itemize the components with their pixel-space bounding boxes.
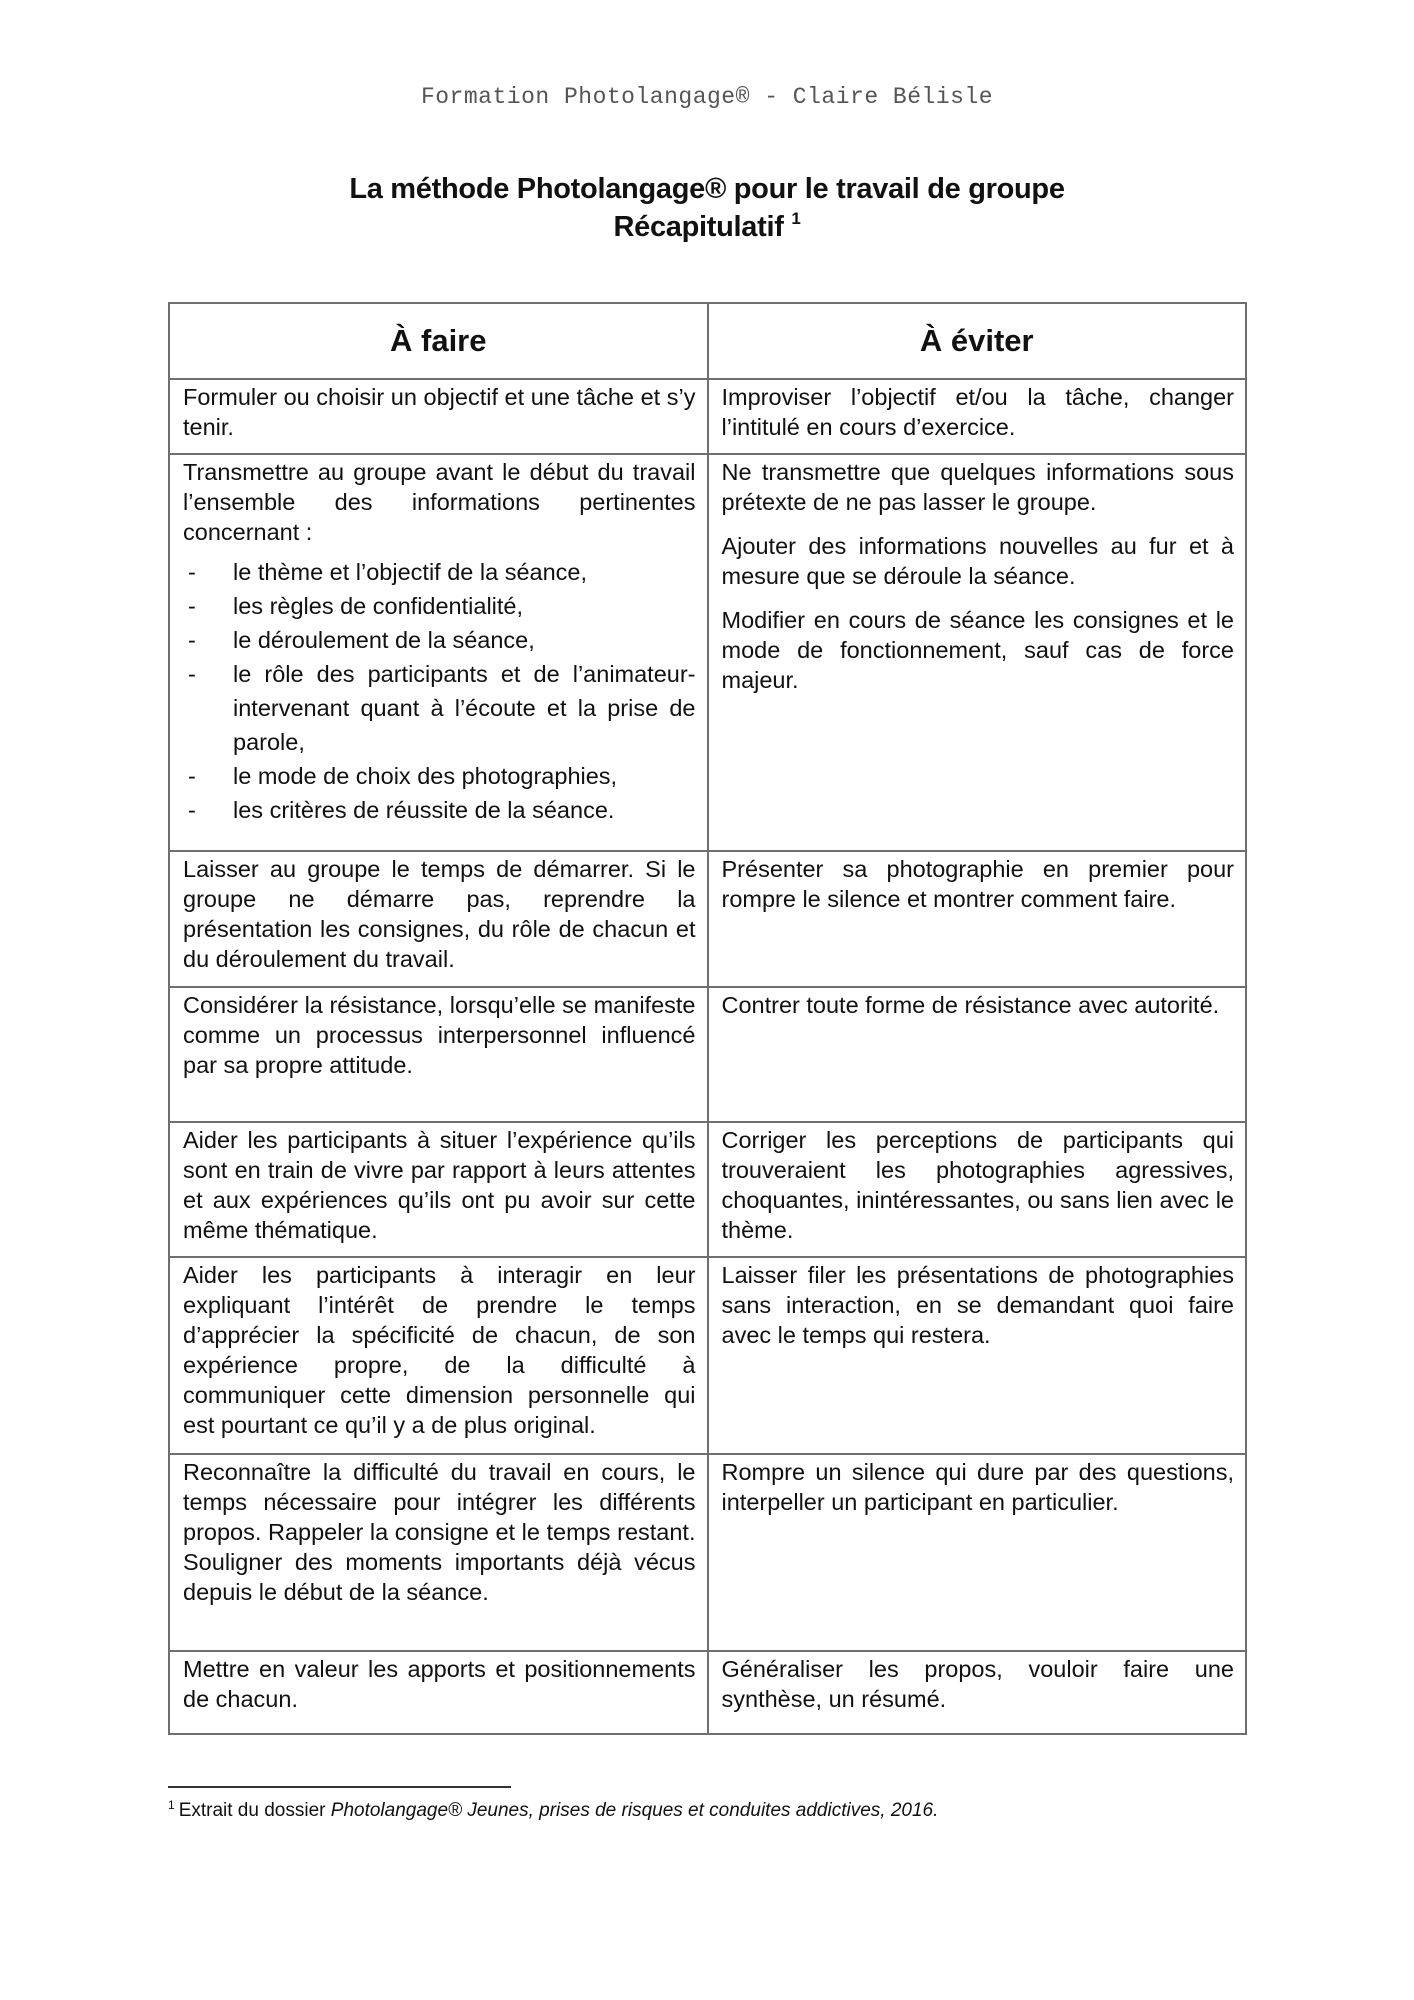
cell-do xyxy=(169,987,708,1122)
dash-bullet-icon: - xyxy=(188,627,196,653)
cell-paragraph: Mettre en valeur les apports et positionnements de chacun. xyxy=(183,1656,696,1712)
cell-avoid xyxy=(708,379,1247,454)
cell-paragraph: Transmettre au groupe avant le début du travail l’ensemble des informations pertinentes concernant : xyxy=(183,459,696,545)
cell-paragraph: Considérer la résistance, lorsqu’elle se manifeste comme un processus interpersonnel influencé par sa propre attitude. xyxy=(183,992,696,1078)
list-item-text: le thème et l’objectif de la séance, xyxy=(233,559,588,585)
cell-do xyxy=(169,1122,708,1257)
table-row xyxy=(169,1122,1246,1257)
footnote-reference[interactable]: 1 xyxy=(791,209,801,228)
table-row xyxy=(169,379,1246,454)
list-item xyxy=(183,793,696,827)
footnote-separator xyxy=(168,1786,511,1788)
cell-avoid xyxy=(708,454,1247,851)
column-header-do: À faire xyxy=(169,303,708,379)
list-item xyxy=(183,759,696,793)
table-row xyxy=(169,454,1246,851)
cell-do xyxy=(169,1651,708,1734)
cell-paragraph: Corriger les perceptions de participants qui trouveraient les photographies agressives, choquantes, inintéressantes, ou sans lien avec le thème. xyxy=(721,1127,1234,1243)
cell-paragraph: Improviser l’objectif et/ou la tâche, changer l’intitulé en cours d’exercice. xyxy=(721,384,1234,440)
cell-do xyxy=(169,851,708,987)
footnote-prefix: Extrait du dossier xyxy=(178,1800,331,1821)
cell-paragraph: Ne transmettre que quelques informations sous prétexte de ne pas lasser le groupe. xyxy=(721,459,1234,515)
cell-avoid xyxy=(708,1257,1247,1454)
dash-bullet-icon: - xyxy=(188,593,196,619)
dash-bullet-icon: - xyxy=(188,661,196,687)
cell-avoid xyxy=(708,1651,1247,1734)
list-item xyxy=(183,623,696,657)
dash-bullet-icon: - xyxy=(188,797,196,823)
title-subtitle: Récapitulatif xyxy=(613,211,784,243)
information-list xyxy=(183,555,696,827)
dash-bullet-icon: - xyxy=(188,763,196,789)
cell-paragraph: Présenter sa photographie en premier pour rompre le silence et montrer comment faire. xyxy=(721,856,1234,912)
cell-paragraph: Formuler ou choisir un objectif et une tâche et s’y tenir. xyxy=(183,384,696,440)
table-row xyxy=(169,851,1246,987)
cell-do xyxy=(169,1454,708,1651)
dash-bullet-icon: - xyxy=(188,559,196,585)
cell-paragraph: Aider les participants à interagir en leur expliquant l’intérêt de prendre le temps d’apprécier la spécificité de chacun, de son expérience propre, de la difficulté à communiquer cette dimension personnelle qui est pourtant ce qu’il y a de plus original. xyxy=(183,1262,696,1438)
cell-do xyxy=(169,1257,708,1454)
table-header-row xyxy=(169,303,1246,379)
table-row xyxy=(169,1257,1246,1454)
footnote-number: 1 xyxy=(168,1798,175,1812)
cell-paragraph: Rompre un silence qui dure par des questions, interpeller un participant en particulier. xyxy=(721,1459,1234,1515)
cell-avoid xyxy=(708,1454,1247,1651)
list-item-text: le rôle des participants et de l’animateur-intervenant quant à l’écoute et la prise de parole, xyxy=(233,661,696,755)
list-item xyxy=(183,589,696,623)
cell-paragraph: Ajouter des informations nouvelles au fur et à mesure que se déroule la séance. xyxy=(721,533,1234,589)
list-item-text: le déroulement de la séance, xyxy=(233,627,535,653)
footnote-source-title: Photolangage® Jeunes, prises de risques et conduites addictives, 2016. xyxy=(330,1800,939,1821)
table-row xyxy=(169,1651,1246,1734)
list-item-text: les critères de réussite de la séance. xyxy=(233,797,615,823)
cell-do xyxy=(169,379,708,454)
table-row xyxy=(169,1454,1246,1651)
cell-paragraph: Aider les participants à situer l’expérience qu’ils sont en train de vivre par rapport à leurs attentes et aux expériences qu’ils ont pu avoir sur cette même thématique. xyxy=(183,1127,696,1243)
cell-paragraph: Reconnaître la difficulté du travail en cours, le temps nécessaire pour intégrer les différents propos. Rappeler la consigne et le temps restant. Souligner des moments importants déjà vécus depuis le début de la séance. xyxy=(183,1459,696,1605)
list-item xyxy=(183,657,696,759)
title-line-1: La méthode Photolangage® pour le travail de groupe xyxy=(349,173,1065,205)
recap-table xyxy=(168,302,1247,1735)
cell-paragraph: Contrer toute forme de résistance avec autorité. xyxy=(721,992,1220,1018)
document-title xyxy=(0,170,1414,246)
cell-paragraph: Généraliser les propos, vouloir faire une synthèse, un résumé. xyxy=(721,1656,1234,1712)
cell-avoid xyxy=(708,987,1247,1122)
footnote xyxy=(168,1800,938,1822)
cell-paragraph: Laisser au groupe le temps de démarrer. Si le groupe ne démarre pas, reprendre la présentation les consignes, du rôle de chacun et du déroulement du travail. xyxy=(183,856,696,972)
cell-paragraph: Modifier en cours de séance les consignes et le mode de fonctionnement, sauf cas de force majeur. xyxy=(721,607,1234,693)
cell-avoid xyxy=(708,1122,1247,1257)
cell-paragraph: Laisser filer les présentations de photographies sans interaction, en se demandant quoi faire avec le temps qui restera. xyxy=(721,1262,1234,1348)
running-header: Formation Photolangage® - Claire Bélisle xyxy=(420,84,994,110)
table-row xyxy=(169,987,1246,1122)
column-header-avoid: À éviter xyxy=(708,303,1247,379)
list-item xyxy=(183,555,696,589)
cell-avoid xyxy=(708,851,1247,987)
table-body xyxy=(169,379,1246,1734)
list-item-text: le mode de choix des photographies, xyxy=(233,763,618,789)
cell-do xyxy=(169,454,708,851)
list-item-text: les règles de confidentialité, xyxy=(233,593,524,619)
title-line-2 xyxy=(0,208,1414,246)
